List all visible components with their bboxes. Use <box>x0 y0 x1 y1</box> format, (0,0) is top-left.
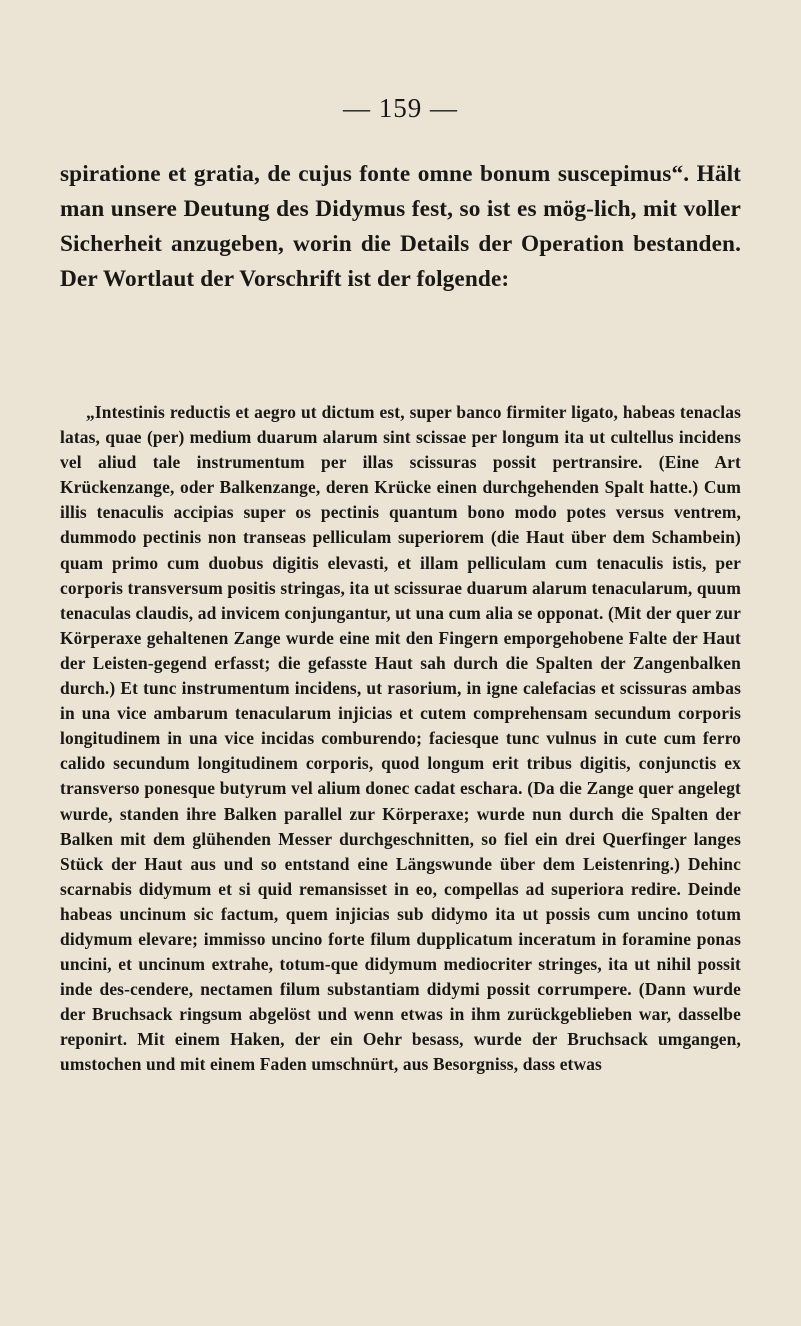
quoted-instruction-paragraph: „Intestinis reductis et aegro ut dictum est, super banco firmiter ligato, habeas tenaclas latas, quae (per) medium duarum alarum sint scissae per longum ita ut cultellus incidens vel aliud tale instrumentum per illas scissuras possit pertransire. (Eine Art Krückenzange, oder Balkenzange, deren Krücke einen durchgehenden Spalt hatte.) Cum illis tenaculis accipias super os pectinis quantum bono modo potes versus ventrem, dummodo pectinis non transeas pelliculam superiorem (die Haut über dem Schambein) quam primo cum duobus digitis elevasti, et illam pelliculam cum tenaculis istis, per corporis transversum positis stringas, ita ut scissurae duarum alarum tenacularum, quum tenaculas claudis, ad invicem conjungantur, ut una cum alia se opponat. (Mit der quer zur Körperaxe gehaltenen Zange wurde eine mit den Fingern emporgehobene Falte der Haut der Leisten-gegend erfasst; die gefasste Haut sah durch die Spalten der Zangenbalken durch.) Et tunc instrumentum incidens, ut rasorium, in igne calefacias et scissuras ambas in una vice ambarum tenacularum injicias et cutem comprehensam secundum corporis longitudinem in una vice incidas comburendo; faciesque tunc vulnus in cute cum ferro calido secundum longitudinem corporis, quod longum erit tribus digitis, conjunctis ex transverso ponesque butyrum vel alium donec cadat eschara. (Da die Zange quer angelegt wurde, standen ihre Balken parallel zur Körperaxe; wurde nun durch die Spalten der Balken mit dem glühenden Messer durchgeschnitten, so fiel ein drei Querfinger langes Stück der Haut aus und so entstand eine Längswunde über dem Leistenring.) Dehinc scarnabis didymum et si quid remansisset in eo, compellas ad superiora redire. Deinde habeas uncinum sic factum, quem injicias sub didymo ita ut possis cum uncino totum didymum elevare; immisso uncino forte filum dupplicatum inceratum in foramine ponas uncini, et uncinum extrahe, totum-que didymum mediocriter stringes, ita ut nihil possit inde des-cendere, nectamen filum substantiam didymi possit corrumpere. (Dann wurde der Bruchsack ringsum abgelöst und wenn etwas in ihm zurückgeblieben war, dasselbe reponirt. Mit einem Haken, der ein Oehr besass, wurde der Bruchsack umgangen, umstochen und mit einem Faden umschnürt, aus Besorgniss, dass etwas <box>60 402 741 1075</box>
quoted-instruction-block <box>60 400 741 1078</box>
intro-paragraph: spiratione et gratia, de cujus fonte omne bonum suscepimus“. Hält man unsere Deutung des Didymus fest, so ist es mög-lich, mit voller Sicherheit anzugeben, worin die Details der Operation bestanden. Der Wortlaut der Vorschrift ist der folgende: <box>60 161 741 292</box>
page-number: — 159 — <box>343 93 458 123</box>
intro-paragraph-block <box>60 157 741 297</box>
